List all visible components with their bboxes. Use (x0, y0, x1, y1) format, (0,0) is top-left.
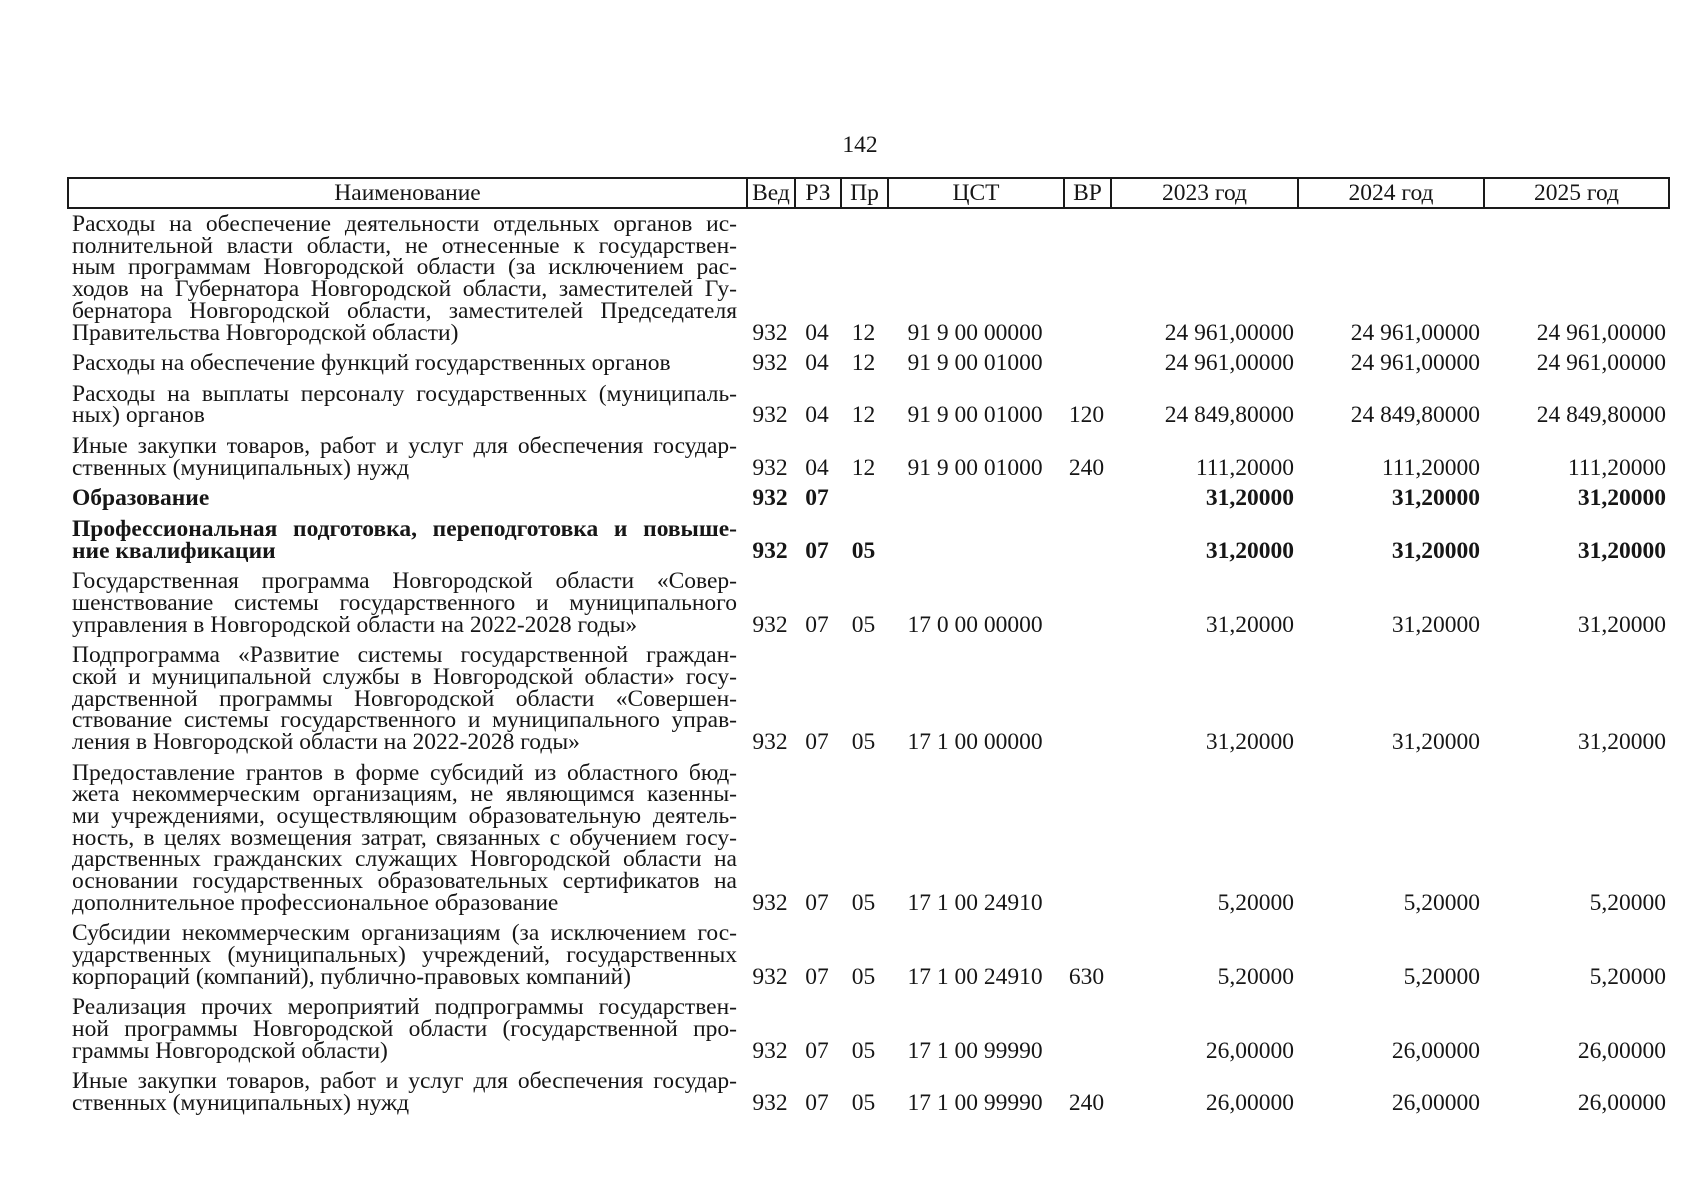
row-cst-cell: 91 9 00 01000 (907, 454, 1043, 481)
row-pr-cell: 12 (851, 454, 876, 481)
header-ved: Вед (746, 179, 794, 207)
row-y2025-cell: 24 961,00000 (1536, 350, 1666, 377)
table-row (67, 994, 1670, 1064)
row-y2024-cell: 24 849,80000 (1350, 402, 1480, 429)
row-y2024-cell: 26,00000 (1391, 1037, 1480, 1064)
row-name-line: ми учреждениями, осуществляющим образовательную деятель- (72, 803, 737, 829)
row-y2024-cell: 31,20000 (1391, 537, 1480, 564)
row-name-line: ствование системы государственного и муниципального управ- (72, 707, 737, 734)
row-vr-cell: 120 (1068, 402, 1105, 429)
row-pr-cell: 05 (851, 1037, 876, 1064)
row-rz-cell: 07 (805, 1037, 829, 1064)
header-pr: Пр (840, 179, 887, 207)
row-pr-cell: 05 (851, 1090, 876, 1117)
row-name-line: Профессиональная подготовка, переподготовка и повыше- (72, 515, 737, 542)
row-y2023-cell: 26,00000 (1205, 1090, 1294, 1117)
header-rz: РЗ (794, 179, 840, 207)
table-row (67, 759, 1670, 916)
header-2025: 2025 год (1483, 179, 1668, 207)
row-cst-cell: 17 1 00 24910 (907, 963, 1043, 990)
row-y2023-cell: 111,20000 (1195, 454, 1294, 481)
row-name-line: ным программам Новгородской области (за исключением рас- (72, 254, 737, 281)
row-cst-cell: 17 1 00 99990 (907, 1090, 1043, 1117)
table-row (67, 350, 1670, 377)
row-pr-cell: 05 (851, 729, 876, 755)
table-row (67, 568, 1670, 638)
row-name-cell (67, 1068, 746, 1117)
row-y2023-cell: 24 849,80000 (1164, 402, 1294, 429)
row-y2025-cell: 24 849,80000 (1536, 402, 1666, 429)
row-name-cell (67, 380, 746, 429)
row-y2025-cell: 5,20000 (1589, 963, 1666, 990)
row-rz-cell: 07 (805, 963, 829, 990)
row-name-line: дарственной программы Новгородской области «Совершен- (72, 685, 737, 712)
row-name-line: основании государственных образовательных сертификатов на (72, 868, 737, 895)
row-name-line: Государственная программа Новгородской области «Совер- (72, 568, 737, 595)
row-y2025-cell: 26,00000 (1577, 1090, 1666, 1117)
row-y2023-cell: 31,20000 (1205, 537, 1294, 564)
row-name-line: полнительной власти области, не отнесенные к государствен- (72, 232, 737, 259)
row-name-line: ных) органов (72, 402, 205, 429)
row-y2025-cell: 111,20000 (1567, 454, 1666, 481)
row-name-line: граммы Новгородской области) (72, 1037, 388, 1064)
row-name-line: Правительства Новгородской области) (72, 319, 459, 346)
row-rz-cell: 07 (805, 889, 829, 916)
header-cst: ЦСТ (887, 179, 1063, 207)
row-name-line: ность, в целях возмещения затрат, связанных с обучением госу- (72, 824, 737, 851)
row-y2023-cell: 5,20000 (1217, 963, 1294, 990)
row-name-line: Предоставление грантов в форме субсидий из областного бюд- (72, 759, 737, 786)
row-name-line: Расходы на обеспечение деятельности отдельных органов ис- (72, 211, 737, 237)
row-y2024-cell: 24 961,00000 (1350, 319, 1480, 346)
row-pr-cell: 05 (851, 537, 876, 564)
row-ved-cell: 932 (752, 611, 788, 638)
row-rz-cell: 07 (805, 485, 829, 512)
row-rz-cell: 07 (805, 611, 829, 638)
row-y2023-cell: 5,20000 (1217, 889, 1294, 916)
budget-table (67, 177, 1670, 1115)
row-ved-cell: 932 (752, 729, 788, 755)
row-name-line: дарственных гражданских служащих Новгородской области на (72, 846, 737, 873)
row-name-line: ние квалификации (72, 537, 276, 564)
row-name-cell (67, 920, 746, 990)
row-y2023-cell: 31,20000 (1205, 729, 1294, 755)
row-name-line: Субсидии некоммерческим организациям (за исключением гос- (72, 920, 737, 947)
row-name-line: Расходы на выплаты персоналу государственных (муниципаль- (72, 380, 737, 407)
row-pr-cell: 05 (851, 963, 876, 990)
row-name-line: шенствование системы государственного и муниципального (72, 589, 737, 616)
row-y2024-cell: 24 961,00000 (1350, 350, 1480, 377)
table-row (67, 433, 1670, 481)
row-y2024-cell: 31,20000 (1391, 485, 1480, 512)
row-y2025-cell: 31,20000 (1577, 485, 1666, 512)
table-row (67, 1068, 1670, 1117)
row-name-line: управления в Новгородской области на 2022-2028 годы» (72, 611, 638, 638)
table-row (67, 920, 1670, 990)
row-y2023-cell: 31,20000 (1205, 611, 1294, 638)
row-name-line: Подпрограмма «Развитие системы государственной граждан- (72, 642, 737, 669)
row-vr-cell: 630 (1068, 963, 1105, 990)
row-rz-cell: 04 (805, 319, 829, 346)
row-y2025-cell: 5,20000 (1589, 889, 1666, 916)
row-cst-cell: 17 1 00 00000 (907, 729, 1043, 755)
header-vr: ВР (1063, 179, 1110, 207)
row-name-cell (67, 350, 746, 377)
row-ved-cell: 932 (752, 319, 788, 346)
table-header (67, 177, 1670, 209)
row-name-cell (67, 568, 746, 638)
row-y2025-cell: 31,20000 (1577, 729, 1666, 755)
row-name-line: бернатора Новгородской области, заместителей Председателя (72, 297, 737, 324)
row-name-line: Иные закупки товаров, работ и услуг для обеспечения государ- (72, 433, 737, 459)
row-name-line: ной программы Новгородской области (государственной про- (72, 1016, 737, 1043)
row-y2024-cell: 31,20000 (1391, 729, 1480, 755)
row-y2023-cell: 24 961,00000 (1164, 350, 1294, 377)
row-name-line: ственных (муниципальных) нужд (72, 454, 410, 481)
row-name-cell (67, 642, 746, 755)
row-y2023-cell: 31,20000 (1205, 485, 1294, 512)
row-vr-cell: 240 (1068, 454, 1105, 481)
row-name-line: ходов на Губернатора Новгородской области, заместителей Гу- (72, 276, 737, 303)
row-pr-cell: 12 (851, 402, 876, 429)
row-name-line: Расходы на обеспечение функций государственных органов (72, 350, 671, 377)
row-ved-cell: 932 (752, 1037, 788, 1064)
row-name-line: дополнительное профессиональное образование (72, 889, 559, 916)
table-row (67, 515, 1670, 564)
row-ved-cell: 932 (752, 454, 788, 481)
page-number: 142 (842, 132, 878, 158)
row-ved-cell: 932 (752, 485, 788, 512)
header-2024: 2024 год (1297, 179, 1483, 207)
row-cst-cell: 91 9 00 00000 (907, 319, 1043, 346)
row-name-cell (67, 759, 746, 916)
row-name-line: жета некоммерческим организациям, не являющимся казенны- (72, 781, 737, 808)
row-y2023-cell: 26,00000 (1205, 1037, 1294, 1064)
row-rz-cell: 07 (805, 1090, 829, 1117)
row-name-line: ственных (муниципальных) нужд (72, 1090, 410, 1117)
row-pr-cell: 12 (851, 319, 876, 346)
row-cst-cell: 17 1 00 24910 (907, 889, 1043, 916)
row-pr-cell: 05 (851, 889, 876, 916)
row-name-line: ления в Новгородской области на 2022-2028 годы» (72, 729, 580, 755)
table-row (67, 380, 1670, 429)
table-row (67, 642, 1670, 755)
row-y2023-cell: 24 961,00000 (1164, 319, 1294, 346)
row-y2025-cell: 24 961,00000 (1536, 319, 1666, 346)
row-ved-cell: 932 (752, 402, 788, 429)
row-ved-cell: 932 (752, 537, 788, 564)
table-row (67, 485, 1670, 512)
row-rz-cell: 04 (805, 454, 829, 481)
table-row (67, 211, 1670, 346)
row-cst-cell: 17 1 00 99990 (907, 1037, 1043, 1064)
row-cst-cell: 91 9 00 01000 (907, 402, 1043, 429)
row-ved-cell: 932 (752, 889, 788, 916)
row-name-cell (67, 515, 746, 564)
row-pr-cell: 05 (851, 611, 876, 638)
row-name-cell (67, 211, 746, 346)
row-rz-cell: 04 (805, 350, 829, 377)
row-vr-cell: 240 (1068, 1090, 1105, 1117)
row-y2025-cell: 31,20000 (1577, 611, 1666, 638)
row-y2024-cell: 31,20000 (1391, 611, 1480, 638)
header-2023: 2023 год (1110, 179, 1297, 207)
table-body (67, 211, 1670, 1117)
row-y2024-cell: 5,20000 (1403, 963, 1480, 990)
row-name-line: ской и муниципальной службы в Новгородской области» госу- (72, 663, 737, 690)
row-ved-cell: 932 (752, 350, 788, 377)
row-rz-cell: 07 (805, 537, 829, 564)
row-name-cell (67, 485, 746, 512)
header-name: Наименование (334, 180, 481, 206)
row-ved-cell: 932 (752, 1090, 788, 1117)
row-ved-cell: 932 (752, 963, 788, 990)
row-y2024-cell: 111,20000 (1381, 454, 1480, 481)
row-rz-cell: 07 (805, 729, 829, 755)
row-name-line: Иные закупки товаров, работ и услуг для обеспечения государ- (72, 1068, 737, 1095)
row-name-line: Образование (72, 485, 210, 512)
row-pr-cell: 12 (851, 350, 876, 377)
row-y2024-cell: 5,20000 (1403, 889, 1480, 916)
row-rz-cell: 04 (805, 402, 829, 429)
row-name-cell (67, 433, 746, 481)
row-y2025-cell: 26,00000 (1577, 1037, 1666, 1064)
row-cst-cell: 17 0 00 00000 (907, 611, 1043, 638)
row-name-cell (67, 994, 746, 1064)
row-y2024-cell: 26,00000 (1391, 1090, 1480, 1117)
row-y2025-cell: 31,20000 (1577, 537, 1666, 564)
row-name-line: Реализация прочих мероприятий подпрограммы государствен- (72, 994, 737, 1021)
row-name-line: корпораций (компаний), публично-правовых компаний) (72, 963, 631, 990)
row-cst-cell: 91 9 00 01000 (907, 350, 1043, 377)
row-name-line: ударственных (муниципальных) учреждений, государственных (72, 942, 737, 969)
